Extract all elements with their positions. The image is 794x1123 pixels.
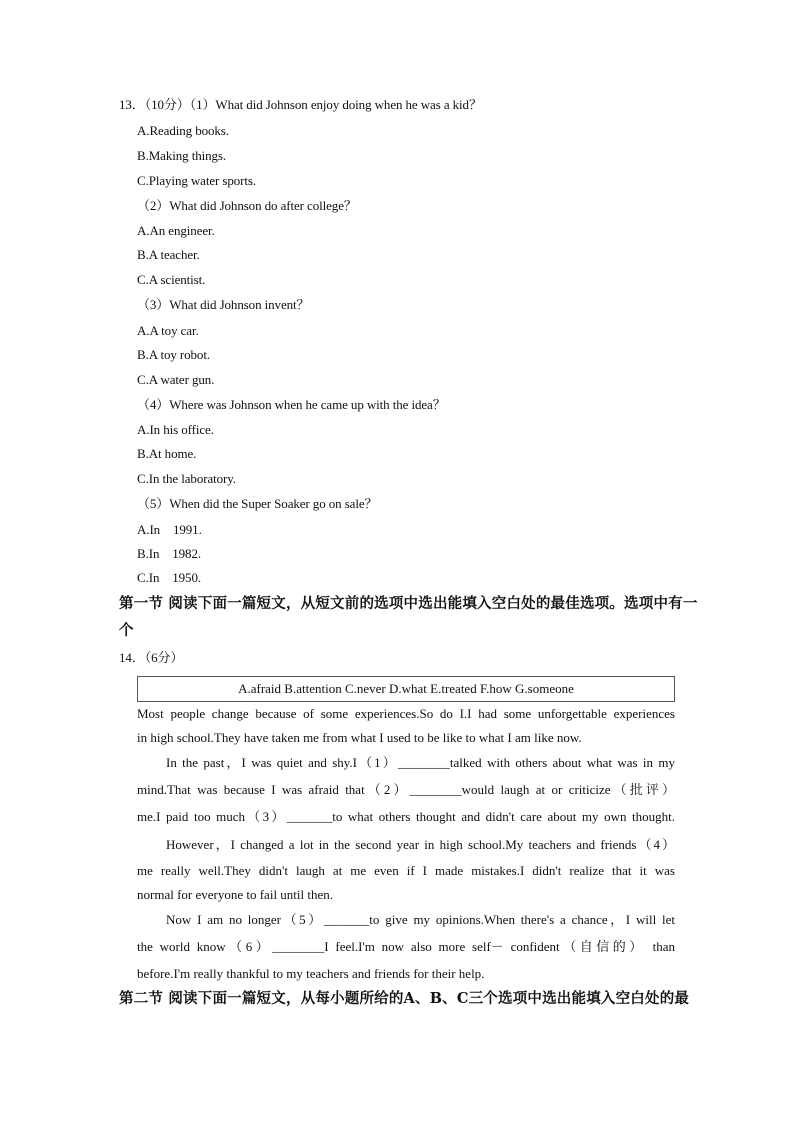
passage-line-11: before.I'm really thankful to my teachers and friends for their help.: [137, 966, 485, 981]
passage-line-9: Now I am no longer（5）_______to give my opinions.When there's a chance，I will let: [166, 912, 675, 927]
q13-1-option-a: A.Reading books.: [137, 123, 229, 138]
q13-4-question: （4）Where was Johnson when he came up with the idea？: [137, 397, 446, 412]
q13-1-option-b: B.Making things.: [137, 148, 227, 163]
passage-line-6: However，I changed a lot in the second year in high school.My teachers and friends（4）: [166, 837, 675, 852]
q13-5-option-b: B.In 1982.: [137, 546, 202, 561]
passage-line-10: the world know（6）________I feel.I'm now also more self－ confident（自信的） than: [137, 939, 675, 954]
passage-line-3: In the past，I was quiet and shy.I（1）________talked with others about what was in my: [166, 755, 675, 770]
q13-1-option-c: C.Playing water sports.: [137, 173, 257, 188]
word-bank-box: A.afraid B.attention C.never D.what E.treated F.how G.someone: [137, 676, 675, 702]
q13-4-option-b: B.At home.: [137, 446, 197, 461]
q13-3-option-c: C.A water gun.: [137, 372, 215, 387]
passage-line-7: me really well.They didn't laugh at me even if I made mistakes.I didn't realize that it was: [137, 863, 675, 878]
passage-line-1: Most people change because of some experiences.So do I.I had some unforgettable experiences: [137, 706, 675, 721]
q13-2-option-a: A.An engineer.: [137, 223, 215, 238]
q13-5-question: （5）When did the Super Soaker go on sale？: [137, 496, 378, 511]
q13-2-option-c: C.A scientist.: [137, 272, 206, 287]
section2-heading: 第二节 阅读下面一篇短文，从每小题所给的A、B、C三个选项中选出能填入空白处的最: [119, 990, 690, 1007]
q13-header: 13．（10分）（1）What did Johnson enjoy doing when he was a kid？: [119, 97, 482, 112]
q14-header: 14．（6分）: [119, 650, 184, 665]
q13-5-option-a: A.In 1991.: [137, 522, 202, 537]
q13-4-option-a: A.In his office.: [137, 422, 214, 437]
q13-4-option-c: C.In the laboratory.: [137, 471, 236, 486]
passage-line-2: in high school.They have taken me from what I used to be like to what I am like now.: [137, 730, 582, 745]
passage-line-5: me.I paid too much（3）_______to what others thought and didn't care about my own thought.: [137, 809, 675, 824]
q13-3-option-a: A.A toy car.: [137, 323, 199, 338]
q13-2-option-b: B.A teacher.: [137, 247, 200, 262]
q13-2-question: （2）What did Johnson do after college？: [137, 198, 357, 213]
passage-line-4: mind.That was because I was afraid that（2）________would laugh at or criticize（批评）: [137, 782, 675, 797]
passage-line-8: normal for everyone to fail until then.: [137, 887, 334, 902]
q13-3-question: （3）What did Johnson invent？: [137, 297, 310, 312]
section1-heading: 第一节 阅读下面一篇短文，从短文前的选项中选出能填入空白处的最佳选项。选项中有一: [119, 595, 698, 612]
q13-5-option-c: C.In 1950.: [137, 570, 202, 585]
section1-heading-cont: 个: [119, 622, 134, 639]
q13-3-option-b: B.A toy robot.: [137, 347, 210, 362]
